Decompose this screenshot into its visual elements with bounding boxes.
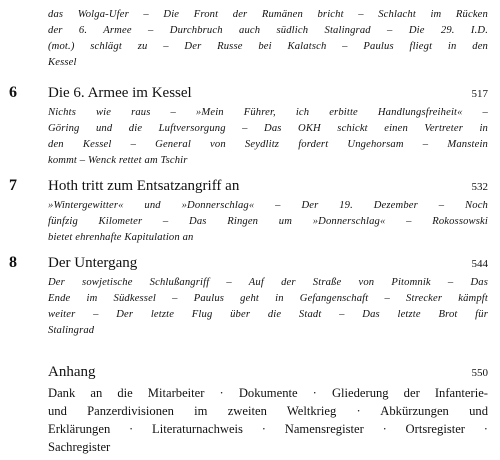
page-number: 532: [471, 181, 488, 193]
summary-line: fünfzig Kilometer – Das Ringen um »Donnerschlag« – Rokossowski: [48, 216, 488, 227]
chapter-title: Die 6. Armee im Kessel: [48, 85, 192, 101]
summary-line: den Kessel – General von Seydlitz fordert Ungehorsam – Manstein: [48, 139, 488, 150]
page-number: 550: [471, 367, 488, 379]
chapter-summary: [48, 198, 488, 246]
summary-line: bietet ehrenhafte Kapitulation an: [48, 232, 194, 243]
summary-line: kommt – Wenck rettet am Tschir: [48, 155, 188, 166]
chapter-number: 7: [9, 177, 17, 194]
summary-line: (mot.) schlägt zu – Der Russe bei Kalatsch – Paulus fliegt in den: [48, 41, 488, 52]
summary-line: das Wolga-Ufer – Die Front der Rumänen bricht – Schlacht im Rücken: [48, 9, 488, 20]
summary-line: Kessel: [48, 57, 77, 68]
appendix-line: Sachregister: [48, 440, 111, 454]
page-number: 544: [471, 258, 488, 270]
chapter-title: Der Untergang: [48, 255, 138, 271]
chapter-summary: [48, 275, 488, 339]
summary-line: Göring und die Luftversorgung – Das OKH schickt einen Vertreter in: [48, 123, 488, 134]
chapter-number: 8: [9, 254, 17, 271]
appendix-line: Erklärungen · Literaturnachweis · Namensregister · Ortsregister ·: [48, 422, 488, 436]
appendix-line: Dank an die Mitarbeiter · Dokumente · Gliederung der Infanterie-: [48, 386, 488, 400]
summary-line: Der sowjetische Schlußangriff – Auf der Straße von Pitomnik – Das: [48, 277, 488, 288]
appendix-line: und Panzerdivisionen im zweiten Weltkrieg · Abkürzungen und: [48, 404, 488, 418]
summary-line: Nichts wie raus – »Mein Führer, ich erbitte Handlungsfreiheit« –: [48, 107, 488, 118]
summary-line: weiter – Der letzte Flug über die Stadt – Das letzte Brot für: [48, 309, 488, 320]
chapter-5-summary-continuation: [48, 7, 488, 71]
page-number: 517: [471, 88, 488, 100]
chapter-number: 6: [9, 84, 17, 101]
summary-line: Stalingrad: [48, 325, 95, 336]
chapter-summary: [48, 105, 488, 169]
chapter-title: Hoth tritt zum Entsatzangriff an: [48, 178, 240, 194]
appendix-title: Anhang: [48, 364, 96, 380]
summary-line: der 6. Armee – Durchbruch auch südlich Stalingrad – Die 29. I.D.: [48, 25, 488, 36]
summary-line: Ende im Südkessel – Paulus geht in Gefangenschaft – Strecker kämpft: [48, 293, 488, 304]
summary-line: »Wintergewitter« und »Donnerschlag« – Der 19. Dezember – Noch: [48, 200, 488, 211]
appendix-contents: [48, 384, 488, 456]
